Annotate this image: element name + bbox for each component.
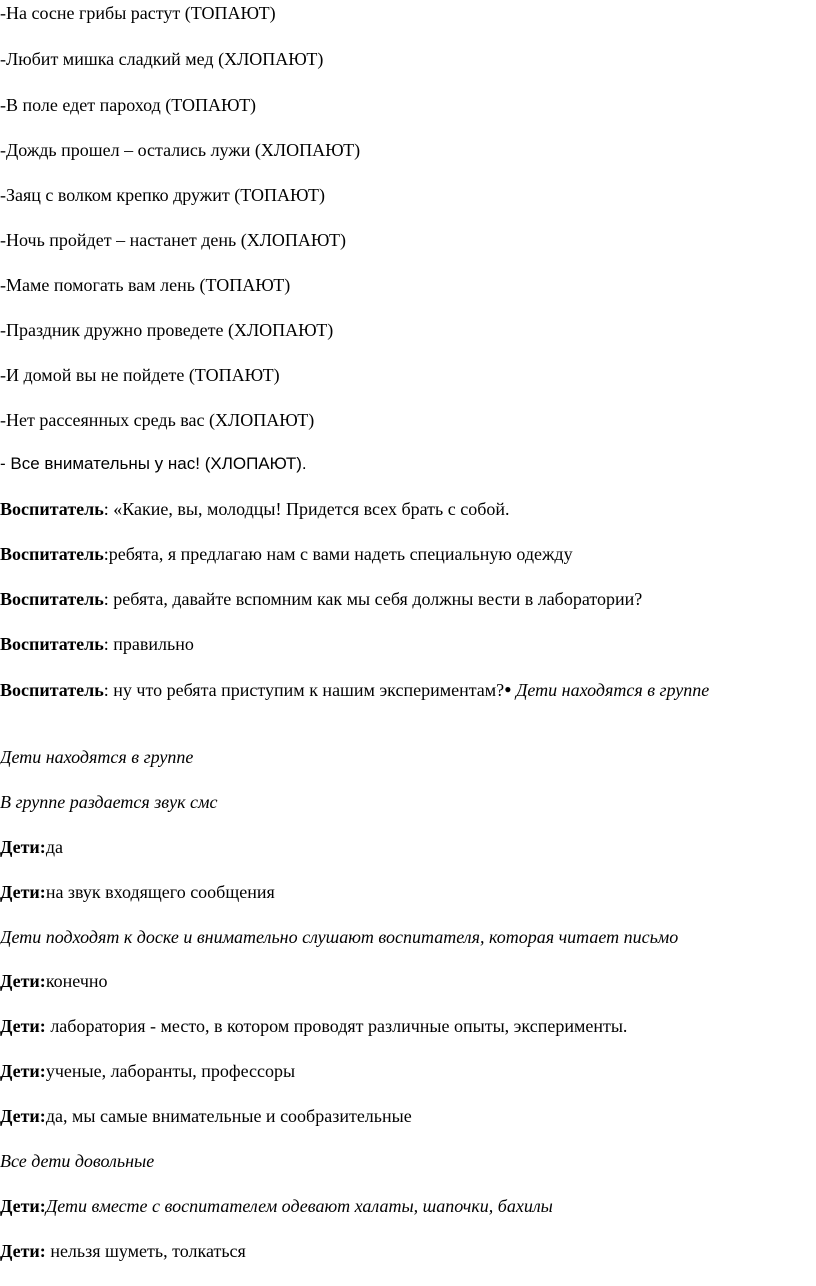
dialogue-line [0, 836, 812, 858]
dialogue-line [0, 1195, 812, 1217]
dialogue-text: конечно [45, 971, 108, 991]
dialogue-text: : ну что ребята приступим к нашим экспериментам? [103, 680, 505, 700]
dialogue-text: : правильно [103, 634, 194, 654]
stage-direction: В группе раздается звук смс [0, 792, 218, 812]
rhyme-line: -В поле едет пароход (ТОПАЮТ) [0, 95, 257, 115]
rhyme-line: -Любит мишка сладкий мед (ХЛОПАЮТ) [0, 49, 324, 69]
dialogue-text: лаборатория - место, в котором проводят различные опыты, эксперименты. [45, 1016, 628, 1036]
rhyme-line: - Все внимательны у нас! (ХЛОПАЮТ). [0, 454, 307, 473]
stage-direction: Дети подходят к доске и внимательно слушают воспитателя, которая читает письмо [0, 927, 679, 947]
speaker-label: Воспитатель [0, 589, 104, 609]
bullet-icon: ● [504, 682, 512, 696]
rhyme-line: -Заяц с волком крепко дружит (ТОПАЮТ) [0, 185, 326, 205]
dialogue-text: да [45, 837, 63, 857]
speaker-label: Дети: [0, 837, 46, 857]
dialogue-line [0, 498, 812, 520]
dialogue-line [0, 1015, 812, 1037]
dialogue-line [0, 1240, 812, 1262]
rhyme-line: -Ночь пройдет – настанет день (ХЛОПАЮТ) [0, 230, 346, 250]
speaker-label: Дети: [0, 1016, 46, 1036]
rhyme-line: -И домой вы не пойдете (ТОПАЮТ) [0, 365, 280, 385]
rhyme-line: -На сосне грибы растут (ТОПАЮТ) [0, 3, 276, 23]
stage-direction: Дети находятся в группе [515, 680, 710, 700]
dialogue-line [0, 1060, 812, 1082]
dialogue-line [0, 1105, 812, 1127]
speaker-label: Дети: [0, 882, 46, 902]
dialogue-line [0, 633, 812, 655]
dialogue-text: ученые, лаборанты, профессоры [45, 1061, 296, 1081]
dialogue-line [0, 970, 812, 992]
dialogue-text: на звук входящего сообщения [45, 882, 275, 902]
speaker-label: Воспитатель [0, 634, 104, 654]
speaker-label: Дети: [0, 971, 46, 991]
speaker-label: Дети: [0, 1061, 46, 1081]
dialogue-text: : ребята, давайте вспомним как мы себя должны вести в лаборатории? [103, 589, 643, 609]
speaker-label: Дети: [0, 1106, 46, 1126]
dialogue-line [0, 678, 812, 701]
rhyme-line: -Праздник дружно проведете (ХЛОПАЮТ) [0, 320, 334, 340]
dialogue-text: : «Какие, вы, молодцы! Придется всех брать с собой. [103, 499, 510, 519]
dialogue-line [0, 588, 812, 610]
speaker-label: Воспитатель [0, 499, 104, 519]
stage-direction: Дети вместе с воспитателем одевают халаты, шапочки, бахилы [45, 1196, 553, 1216]
stage-direction: Дети находятся в группе [0, 747, 194, 767]
dialogue-text: да, мы самые внимательные и сообразительные [45, 1106, 412, 1126]
dialogue-text: :ребята, я предлагаю нам с вами надеть специальную одежду [103, 544, 573, 564]
speaker-label: Дети: [0, 1241, 46, 1261]
rhyme-line: -Нет рассеянных средь вас (ХЛОПАЮТ) [0, 410, 315, 430]
dialogue-text: нельзя шуметь, толкаться [45, 1241, 246, 1261]
rhyme-line: -Дождь прошел – остались лужи (ХЛОПАЮТ) [0, 140, 361, 160]
speaker-label: Воспитатель [0, 544, 104, 564]
dialogue-line [0, 543, 812, 565]
rhyme-line: -Маме помогать вам лень (ТОПАЮТ) [0, 275, 291, 295]
stage-direction: Все дети довольные [0, 1151, 155, 1171]
speaker-label: Дети: [0, 1196, 46, 1216]
dialogue-line [0, 881, 812, 903]
speaker-label: Воспитатель [0, 680, 104, 700]
